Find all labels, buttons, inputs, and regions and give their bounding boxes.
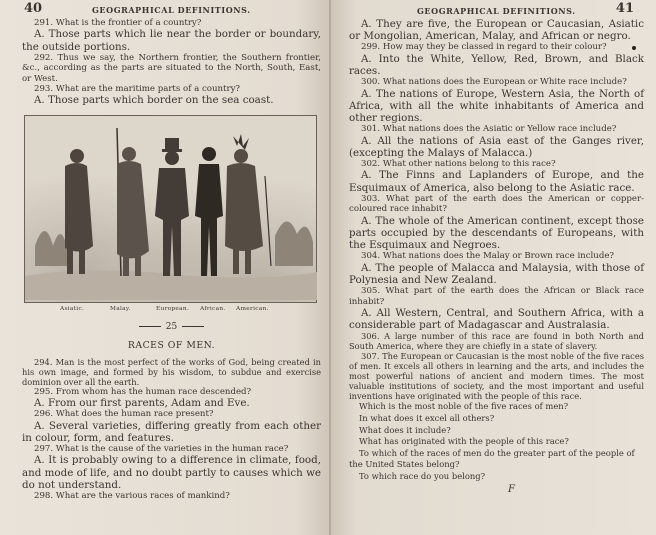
- left-running-title: GEOGRAPHICAL DEFINITIONS.: [92, 5, 251, 15]
- figure-malay: [117, 128, 149, 276]
- review-question: What has originated with the people of this race?: [359, 436, 569, 447]
- caption-malay: Malay.: [110, 305, 131, 312]
- question-paragraph: 298. What are the various races of mankind?: [34, 491, 230, 502]
- section-number-text: 25: [165, 321, 178, 332]
- left-page-number: 40: [24, 1, 43, 16]
- question-paragraph: 303. What part of the earth does the American or copper-coloured race inhabit?: [349, 193, 644, 215]
- left-text-before-figure: [22, 18, 321, 107]
- right-running-head: [349, 0, 644, 18]
- left-text-after-figure: [22, 357, 321, 502]
- question-paragraph: 296. What does the human race present?: [34, 409, 214, 420]
- answer-paragraph: A. The whole of the American continent, except those parts occupied by the descendants of Europeans, with the Esquimaux and Negroes.: [349, 214, 644, 252]
- tree-right: [275, 221, 313, 266]
- question-paragraph: 299. How may they be classed in regard to their colour?: [361, 42, 607, 53]
- answer-paragraph: A. They are five, the European or Caucasian, Asiatic or Mongolian, American, Malay, and African or negro.: [349, 18, 644, 43]
- answer-paragraph: A. All Western, Central, and Southern Africa, with a considerable part of Madagascar and Australasia.: [349, 306, 644, 332]
- section-number: [22, 322, 321, 332]
- question-paragraph: 305. What part of the earth does the African or Black race inhabit?: [349, 286, 644, 307]
- figure-asiatic: [65, 149, 93, 274]
- answer-paragraph: A. All the nations of Asia east of the Ganges river, (excepting the Malays of Malacca.): [349, 134, 644, 159]
- note-paragraph: 294. Man is the most perfect of the works of God, being created in his own image, and formed by his wisdom, to subdue and exercise dominion over all the earth.: [22, 356, 321, 387]
- question-paragraph: 295. From whom has the human race descended?: [34, 386, 252, 397]
- note-paragraph: 306. A large number of this race are found in both North and South America, where they are chiefly in a state of slavery.: [349, 331, 644, 352]
- review-question: What does it include?: [359, 424, 451, 435]
- ink-dot: [632, 46, 636, 50]
- figure-american: [225, 134, 271, 274]
- section-title: RACES OF MEN.: [127, 339, 216, 351]
- question-paragraph: 302. What other nations belong to this race?: [361, 159, 556, 170]
- answer-paragraph: A. From our first parents, Adam and Eve.: [34, 397, 250, 410]
- note-paragraph: 307. The European or Caucasian is the most noble of the five races of men. It excels all others in learning and the arts, and includes the most powerful nations of ancient and modern times. The most valuable institutions of society, and the most important and useful inventions have originated with the people of this race.: [349, 351, 644, 402]
- answer-paragraph: A. The Finns and Laplanders of Europe, and the Esquimaux of America, also belong to the Asiatic race.: [349, 169, 644, 194]
- answer-paragraph: A. Several varieties, differing greatly from each other in colour, form, and features.: [22, 419, 321, 444]
- review-questions: [349, 401, 644, 482]
- question-paragraph: 291. What is the frontier of a country?: [34, 18, 202, 28]
- figure-african: [195, 147, 223, 276]
- caption-european: European.: [156, 305, 190, 312]
- question-paragraph: 292. Thus we say, the Northern frontier, the Southern frontier, &c., according as the parts are situated to the North, South, East, or West.: [22, 52, 321, 84]
- races-of-men-illustration: [24, 115, 317, 303]
- review-question: To which race do you belong?: [359, 470, 486, 481]
- answer-paragraph: A. It is probably owing to a difference in climate, food, and mode of life, and no doubt partly to causes which we do not understand.: [22, 454, 321, 491]
- section-rule-left: [139, 326, 161, 327]
- review-question: Which is the most noble of the five races of men?: [359, 401, 569, 412]
- answer-paragraph: A. Those parts which lie near the border or boundary, the outside portions.: [22, 28, 321, 53]
- caption-african: African.: [200, 305, 226, 312]
- ground-shape: [25, 270, 317, 300]
- tree-left: [35, 231, 67, 266]
- review-question: In what does it excel all others?: [359, 412, 495, 423]
- question-paragraph: 293. What are the maritime parts of a country?: [34, 84, 241, 95]
- right-text-body: [349, 18, 644, 401]
- caption-american: American.: [236, 305, 269, 312]
- answer-paragraph: A. Into the White, Yellow, Red, Brown, and Black races.: [349, 52, 644, 78]
- illustration-drawing: [25, 116, 317, 300]
- question-paragraph: 300. What nations does the European or White race include?: [361, 77, 627, 88]
- illustration-captions: [24, 305, 317, 317]
- answer-paragraph: A. The people of Malacca and Malaysia, with those of Polynesia and New Zealand.: [349, 261, 644, 286]
- right-running-title: GEOGRAPHICAL DEFINITIONS.: [417, 6, 576, 16]
- question-paragraph: 297. What is the cause of the varieties in the human race?: [34, 444, 289, 455]
- right-page-number: 41: [615, 1, 634, 16]
- figure-european: [155, 138, 189, 276]
- right-page: [331, 0, 656, 535]
- section-rule-right: [182, 326, 204, 327]
- question-paragraph: 304. What nations does the Malay or Brown race include?: [361, 251, 615, 262]
- question-paragraph: 301. What nations does the Asiatic or Yellow race include?: [361, 124, 617, 135]
- left-running-head: [22, 0, 321, 18]
- review-question: To which of the races of men do the greater part of the people of the United States belong?: [349, 447, 635, 470]
- answer-paragraph: A. Those parts which border on the sea coast.: [34, 94, 274, 107]
- signature-mark: F: [508, 484, 515, 496]
- answer-paragraph: A. The nations of Europe, Western Asia, the North of Africa, with all the white inhabitants of America and other regions.: [349, 87, 644, 125]
- caption-asiatic: Asiatic.: [60, 305, 85, 312]
